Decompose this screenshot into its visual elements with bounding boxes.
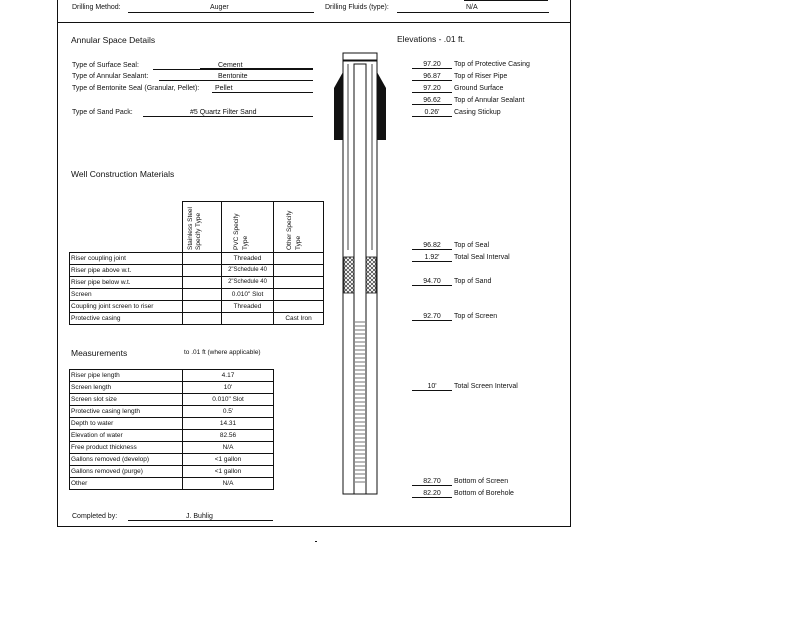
elevation-underline	[412, 80, 452, 81]
elevation-underline	[412, 285, 452, 286]
elevation-underline	[412, 92, 452, 93]
mat-row-line-5	[69, 312, 324, 313]
drilling-method-underline	[128, 12, 314, 13]
elevation-value: 1.92'	[424, 254, 440, 261]
surface-seal-label: Type of Surface Seal:	[72, 62, 139, 69]
elevation-value: 96.87	[423, 73, 441, 80]
drilling-fluids-underline	[397, 12, 549, 13]
meas-row-line-3	[69, 405, 274, 406]
meas-row-value: 0.010" Slot	[212, 396, 244, 403]
sand-pack-value: #5 Quartz Filter Sand	[190, 109, 257, 116]
meas-row-line-8	[69, 465, 274, 466]
meas-row-line-5	[69, 429, 274, 430]
surface-seal-underline-bold	[200, 68, 313, 70]
elevation-value: 94.70	[423, 278, 441, 285]
elevation-value: 92.70	[423, 313, 441, 320]
surface-seal-right	[377, 72, 386, 140]
meas-row-value: 10'	[223, 384, 233, 391]
mat-row-line-2	[69, 276, 324, 277]
riser-pipe	[354, 64, 366, 494]
meas-row-value: <1 gallon	[214, 468, 242, 475]
elevation-underline	[412, 485, 452, 486]
meas-row-label: Depth to water	[71, 420, 114, 427]
elevations-title: Elevations - .01 ft.	[397, 34, 466, 44]
meas-row-value: 14.31	[219, 420, 237, 427]
mat-row-label: Riser pipe above w.t.	[71, 267, 132, 274]
mat-header-stainless: Stainless Steel Specify Type	[187, 207, 202, 250]
mat-col-line-3	[273, 201, 274, 324]
bentonite-seal-label: Type of Bentonite Seal (Granular, Pellet):	[72, 85, 200, 92]
meas-row-label: Gallons removed (purge)	[71, 468, 143, 475]
measurements-title: Measurements	[71, 348, 128, 358]
elevation-underline	[412, 390, 452, 391]
annular-title: Annular Space Details	[71, 35, 156, 45]
meas-row-line-7	[69, 453, 274, 454]
mat-row-pvc: Threaded	[233, 255, 262, 262]
elevation-value: 96.82	[423, 242, 441, 249]
elevation-underline	[412, 116, 452, 117]
elevation-value: 82.70	[423, 478, 441, 485]
meas-row-label: Protective casing length	[71, 408, 141, 415]
meas-row-line-9	[69, 477, 274, 478]
annular-sealant-value: Bentonite	[218, 73, 248, 80]
meas-row-line-1	[69, 381, 274, 382]
elevation-label: Top of Sand	[454, 278, 492, 285]
mat-col-line-1	[182, 201, 183, 324]
mat-row-label: Screen	[71, 291, 92, 298]
elevation-label: Casing Stickup	[454, 109, 501, 116]
meas-row-line-0	[69, 369, 274, 370]
meas-row-label: Free product thickness	[71, 444, 137, 451]
mat-row-pvc: Threaded	[233, 303, 262, 310]
elevation-value: 96.62	[423, 97, 441, 104]
well-diagram	[330, 50, 390, 500]
elevation-label: Total Screen Interval	[454, 383, 518, 390]
frame-divider	[57, 22, 571, 23]
elevation-label: Bottom of Screen	[454, 478, 509, 485]
mat-header-other: Other Specify Type	[286, 210, 302, 250]
meas-row-label: Elevation of water	[71, 432, 123, 439]
top-partial-line	[464, 0, 548, 1]
frame-right	[570, 0, 571, 527]
meas-row-value: N/A	[222, 444, 234, 451]
surface-seal-value: Cement	[218, 62, 243, 69]
meas-row-value: 82.56	[219, 432, 237, 439]
elevation-underline	[412, 68, 452, 69]
elevation-label: Top of Riser Pipe	[454, 73, 508, 80]
elevation-value: 97.20	[423, 61, 441, 68]
elevation-underline	[412, 104, 452, 105]
drilling-method-value: Auger	[210, 4, 229, 11]
mat-col-line-4	[323, 201, 324, 324]
elevation-underline	[412, 497, 452, 498]
mat-row-line-4	[69, 300, 324, 301]
meas-row-label: Gallons removed (develop)	[71, 456, 150, 463]
meas-row-value: N/A	[222, 480, 234, 487]
elevation-label: Top of Annular Sealant	[454, 97, 525, 104]
elevation-label: Top of Protective Casing	[454, 61, 530, 68]
elevation-underline	[412, 261, 452, 262]
mat-row-other: Cast Iron	[285, 315, 312, 322]
elevation-underline	[412, 249, 452, 250]
meas-row-label: Riser pipe length	[71, 372, 120, 379]
mat-row-line-6	[69, 324, 324, 325]
meas-row-value: 0.5'	[222, 408, 234, 415]
mat-row-pvc: 2"Schedule 40	[228, 279, 267, 285]
mat-row-label: Riser coupling joint	[71, 255, 126, 262]
annular-sealant-label: Type of Annular Sealant:	[72, 73, 149, 80]
elevation-value: 0.26'	[424, 109, 440, 116]
meas-row-value: 4.17	[221, 372, 235, 379]
measurements-note: to .01 ft (where applicable)	[184, 349, 261, 356]
frame-left	[57, 0, 58, 527]
mat-row-label: Coupling joint screen to riser	[71, 303, 154, 310]
meas-row-label: Screen length	[71, 384, 112, 391]
drilling-method-label: Drilling Method:	[72, 4, 121, 11]
meas-row-line-10	[69, 489, 274, 490]
mat-row-label: Protective casing	[71, 315, 121, 322]
mat-header-pvc: PVC Specify Type	[233, 213, 249, 250]
completed-by-value: J. Buhlig	[186, 513, 213, 520]
elevation-label: Top of Seal	[454, 242, 490, 249]
elevation-label: Total Seal Interval	[454, 254, 510, 261]
drilling-fluids-value: N/A	[466, 4, 478, 11]
mat-row-label: Riser pipe below w.t.	[71, 279, 131, 286]
meas-row-line-2	[69, 393, 274, 394]
elevation-label: Ground Surface	[454, 85, 504, 92]
elevation-value: 10'	[427, 383, 437, 390]
surface-seal-left	[334, 72, 343, 140]
meas-row-label: Screen slot size	[71, 396, 117, 403]
meas-row-line-6	[69, 441, 274, 442]
bentonite-seal-right	[366, 257, 376, 293]
elevation-label: Top of Screen	[454, 313, 498, 320]
stray-mark	[315, 541, 317, 542]
elevation-label: Bottom of Borehole	[454, 490, 514, 497]
meas-row-line-4	[69, 417, 274, 418]
mat-row-line-1	[69, 264, 324, 265]
bentonite-seal-left	[344, 257, 354, 293]
mat-row-pvc: 0.010" Slot	[231, 291, 264, 298]
completed-by-label: Completed by:	[72, 513, 118, 520]
mat-row-pvc: 2"Schedule 40	[228, 267, 267, 273]
well-screen	[355, 322, 365, 482]
drilling-fluids-label: Drilling Fluids (type):	[325, 4, 389, 11]
materials-title: Well Construction Materials	[71, 169, 175, 179]
elevation-value: 82.20	[423, 490, 441, 497]
mat-row-line-3	[69, 288, 324, 289]
bentonite-seal-value: Pellet	[215, 85, 233, 92]
mat-row-line-0	[69, 252, 324, 253]
meas-row-label: Other	[71, 480, 88, 487]
sand-pack-label: Type of Sand Pack:	[72, 109, 133, 116]
frame-bottom	[57, 526, 571, 527]
meas-row-value: <1 gallon	[214, 456, 242, 463]
elevation-underline	[412, 320, 452, 321]
elevation-value: 97.20	[423, 85, 441, 92]
